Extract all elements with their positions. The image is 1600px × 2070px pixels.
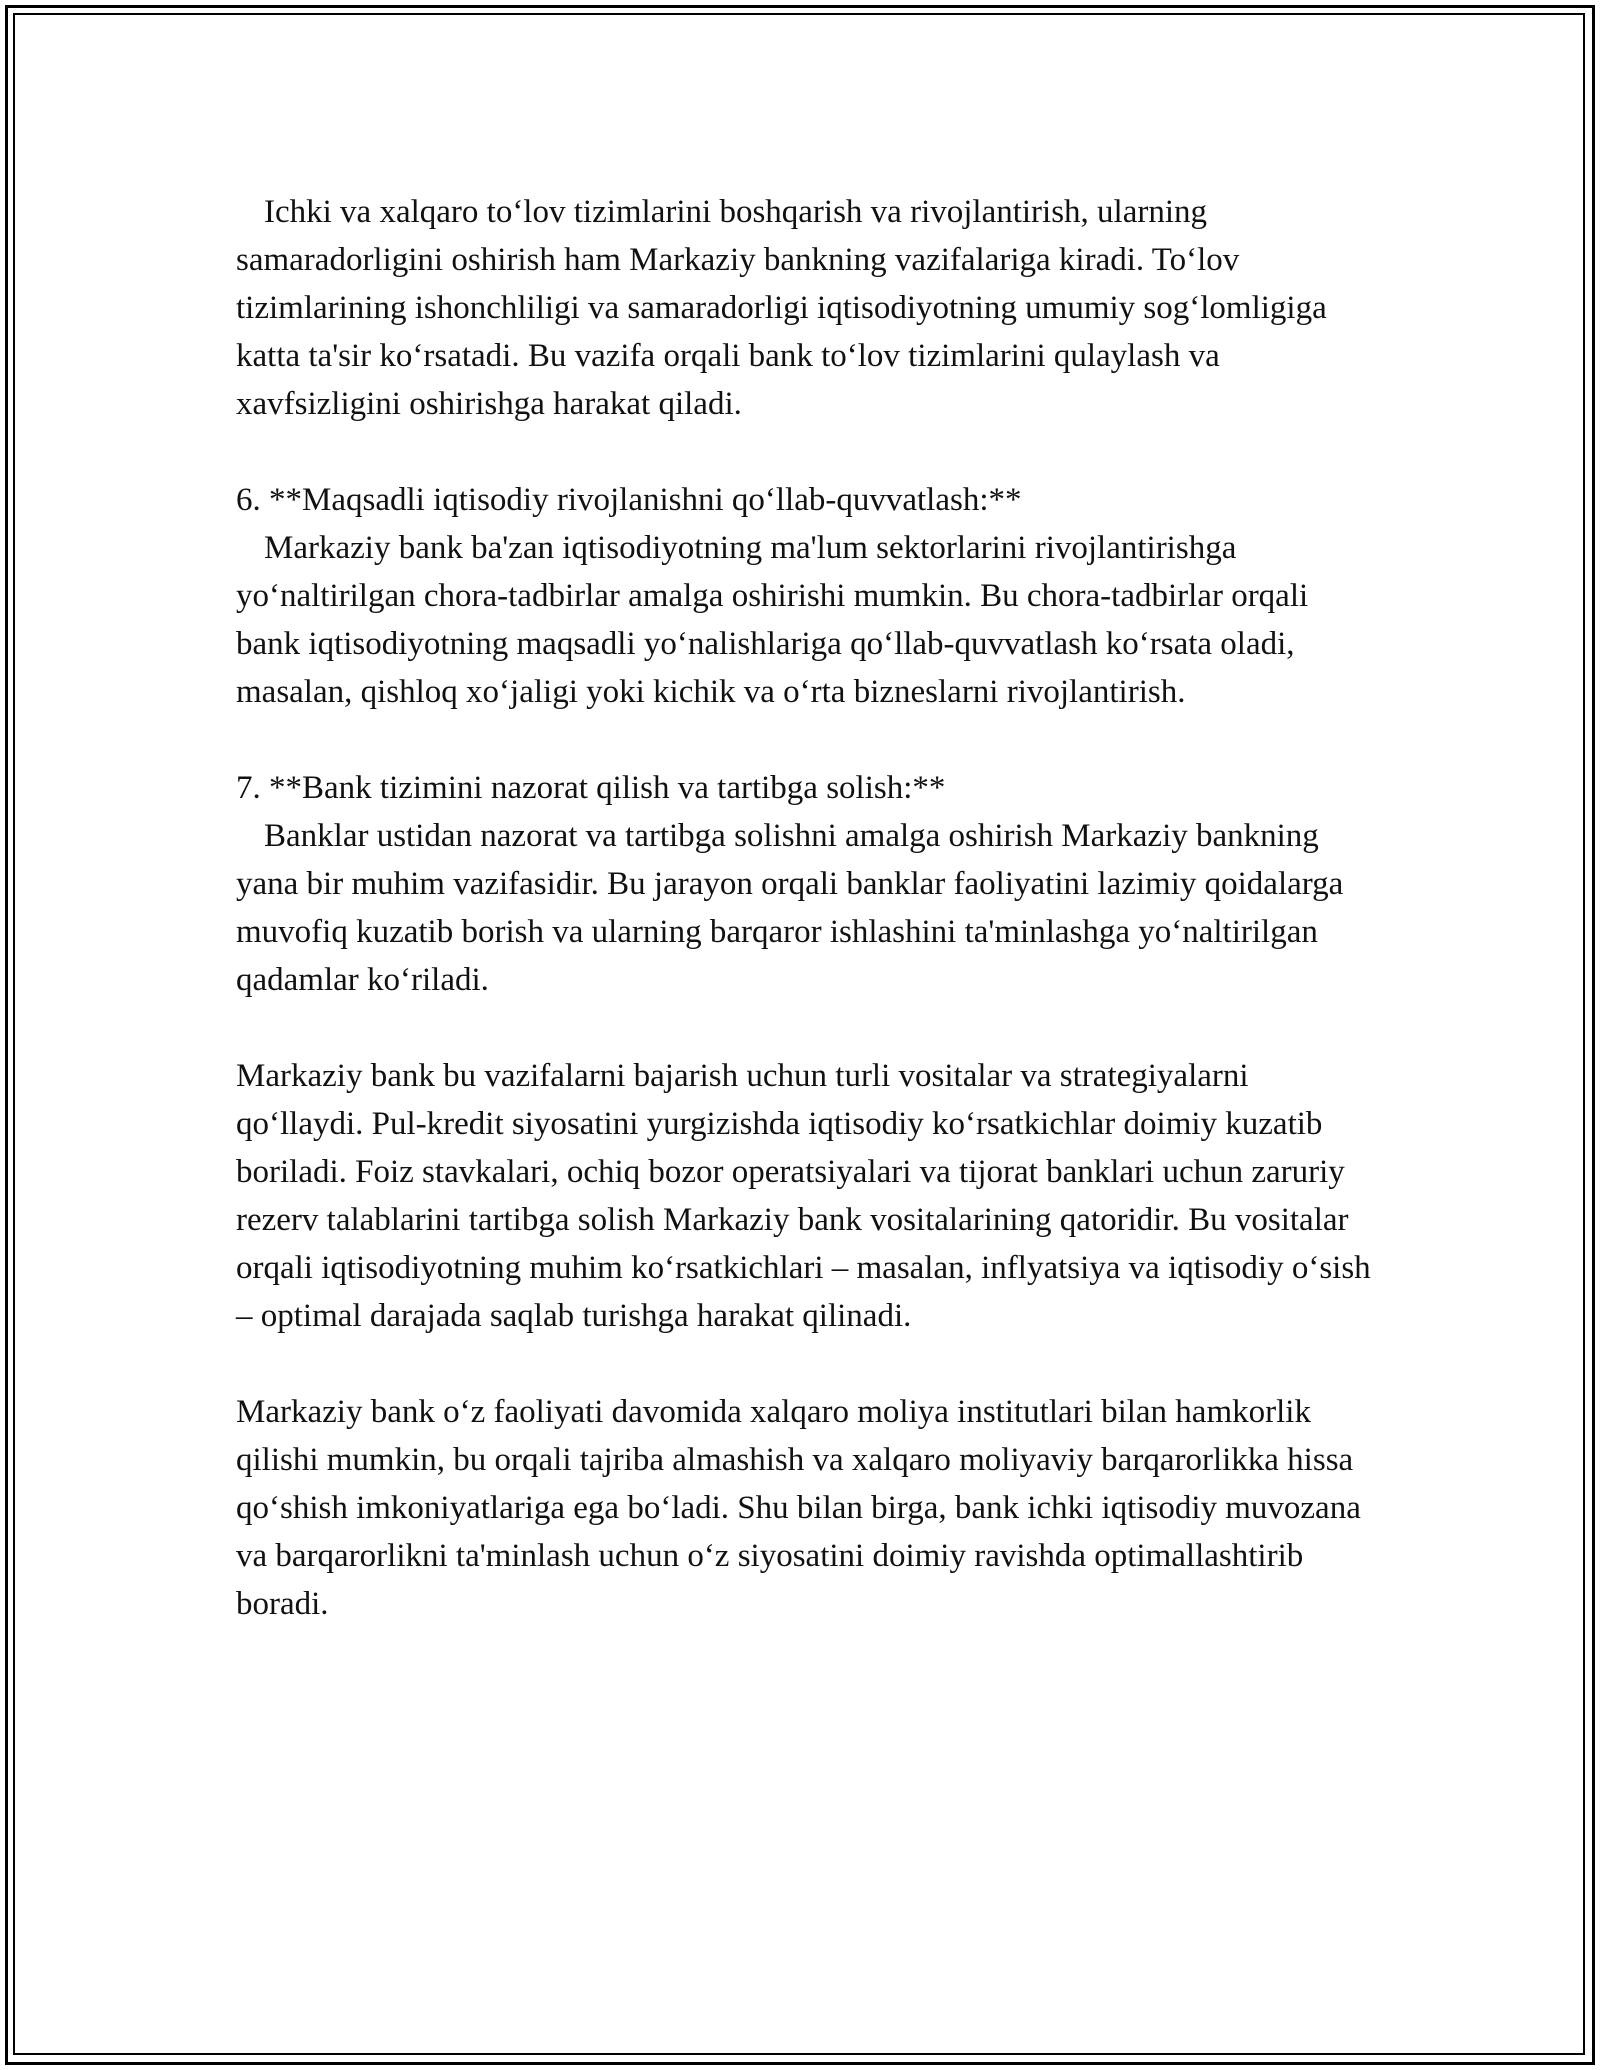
section-7-heading: 7. **Bank tizimini nazorat qilish va tartibga solish:** [236,770,946,806]
section-6-body: Markaziy bank ba'zan iqtisodiyotning ma'lum sektorlarini rivojlantirishga yo‘naltirilgan chora-tadbirlar amalga oshirishi mumkin. Bu chora-tadbirlar orqali bank iqtisodiyotning maqsadli yo‘nalishlariga qo‘llab-quvvatlash ko‘rsata oladi, masalan, qishloq xo‘jaligi yoki kichik va o‘rta bizneslarni rivojlantirish. [236,530,1309,710]
paragraph-tools-strategies: Markaziy bank bu vazifalarni bajarish uchun turli vositalar va strategiyalarni qo‘llaydi. Pul-kredit siyosatini yurgizishda iqtisodiy ko‘rsatkichlar doimiy kuzatib boriladi. Foiz stavkalari, ochiq bozor operatsiyalari va tijorat banklari uchun zaruriy rezerv talablarini tartibga solish Markaziy bank vositalarining qatoridir. Bu vositalar orqali iqtisodiyotning muhim ko‘rsatkichlari – masalan, inflyatsiya va iqtisodiy o‘sish – optimal darajada saqlab turishga harakat qilinadi. [236,1058,1371,1334]
document-body [236,188,1376,1676]
section-6-heading: 6. **Maqsadli iqtisodiy rivojlanishni qo‘llab-quvvatlash:** [236,482,1022,518]
paragraph-payment-systems: Ichki va xalqaro to‘lov tizimlarini boshqarish va rivojlantirish, ularning samaradorligini oshirish ham Markaziy bankning vazifalariga kiradi. To‘lov tizimlarining ishonchliligi va samaradorligi iqtisodiyotning umumiy sog‘lomligiga katta ta'sir ko‘rsatadi. Bu vazifa orqali bank to‘lov tizimlarini qulaylash va xavfsizligini oshirishga harakat qiladi. [236,194,1327,422]
paragraph-international-cooperation: Markaziy bank o‘z faoliyati davomida xalqaro moliya institutlari bilan hamkorlik qilishi mumkin, bu orqali tajriba almashish va xalqaro moliyaviy barqarorlikka hissa qo‘shish imkoniyatlariga ega bo‘ladi. Shu bilan birga, bank ichki iqtisodiy muvozana va barqarorlikni ta'minlash uchun o‘z siyosatini doimiy ravishda optimallashtirib boradi. [236,1394,1361,1622]
section-7-body: Banklar ustidan nazorat va tartibga solishni amalga oshirish Markaziy bankning yana bir muhim vazifasidir. Bu jarayon orqali banklar faoliyatini lazimiy qoidalarga muvofiq kuzatib borish va ularning barqaror ishlashini ta'minlashga yo‘naltirilgan qadamlar ko‘riladi. [236,818,1344,998]
